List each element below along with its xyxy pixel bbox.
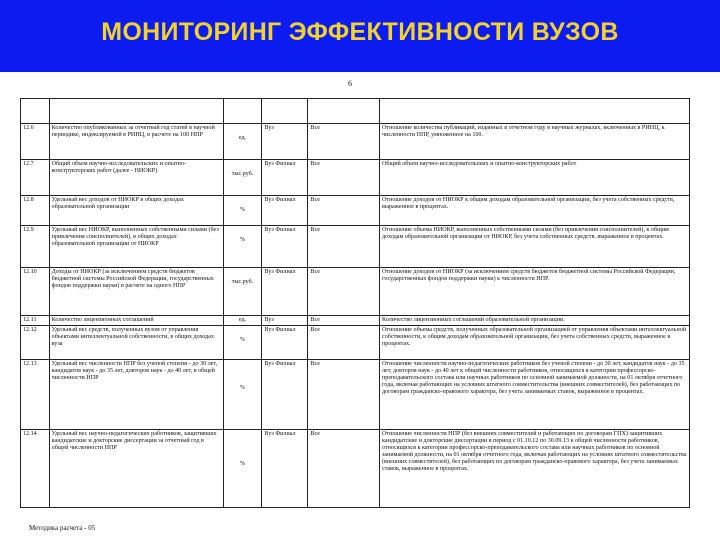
page-number: 6 <box>348 79 352 88</box>
row-number: 12.11 <box>21 316 50 326</box>
scanned-document <box>20 98 690 518</box>
budget-cell: Все <box>308 124 380 160</box>
indicator-name: Общий объем научно-исследовательских и опытно-конструкторских работ (далее - НИОКР) <box>49 160 223 196</box>
level-cell: Вуз Филиал <box>262 226 308 268</box>
unit: % <box>239 461 245 467</box>
indicator-name: Удельный вес численности НПР без ученой степени - до 30 лет, кандидатов наук - до 35 лет, докторов наук - до 40 лет, в общей численности НПР <box>49 360 223 430</box>
unit-cell <box>223 160 262 196</box>
unit-cell <box>223 360 262 430</box>
header-cell <box>49 99 223 124</box>
row-number: 12.8 <box>21 196 50 226</box>
header-cell <box>262 99 308 124</box>
unit-cell <box>223 124 262 160</box>
table-row <box>21 196 690 226</box>
description-cell: Отношение численности НПР (без внешних совместителей и работающих по договорам ГПХ) защитивших кандидатские и докторские диссертации в период с 01.10.12 по 30.09.13 к общей численности работников, относящихся к категории профессорско-преподавательского состава или научных работников по основной занимаемой должности, на 01 октября отчетного года, включая работающих на условиях штатного совместительства (внешних совместителей), без работающих по договорам гражданско-правового характера, без учета занимаемых ставок, выраженное в процентах. <box>380 430 690 508</box>
row-number: 12.14 <box>21 430 50 508</box>
header-cell <box>223 99 262 124</box>
indicator-name: Удельный вес НИОКР, выполненных собственными силами (без привлечения соисполнителей), в общих доходах образовательной организации от НИОКР <box>49 226 223 268</box>
level-cell: Вуз Филиал <box>262 326 308 360</box>
budget-cell: Все <box>308 268 380 316</box>
unit: % <box>239 337 245 343</box>
table-row <box>21 316 690 326</box>
row-number: 12.10 <box>21 268 50 316</box>
header-cell <box>380 99 690 124</box>
indicator-name: Доходы от НИОКР (за исключением средств бюджетов бюджетной системы Российской Федерации, государственных фондов поддержки науки) в расчете на одного НПР <box>49 268 223 316</box>
description-cell: Отношение доходов от НИОКР к общим доходам образовательной организации, без учета собственных средств, выраженное в процентах. <box>380 196 690 226</box>
level-cell: Вуз Филиал <box>262 160 308 196</box>
unit: тыс.руб. <box>231 171 254 177</box>
indicator-name: Удельный вес средств, полученных вузом от управления объектами интеллектуальной собственности, в общих доходах вуза <box>49 326 223 360</box>
table-row <box>21 430 690 508</box>
table-row <box>21 226 690 268</box>
budget-cell: Все <box>308 316 380 326</box>
description-cell: Отношение доходов от НИОКР (за исключением средств бюджетов бюджетной системы Российской Федерации, государственных фондов поддержки науки) к численности НПР. <box>380 268 690 316</box>
table-row <box>21 268 690 316</box>
level-cell: Вуз <box>262 316 308 326</box>
level-cell: Вуз Филиал <box>262 196 308 226</box>
budget-cell: Все <box>308 160 380 196</box>
description-cell: Количество лицензионных соглашений образовательной организации. <box>380 316 690 326</box>
description-cell: Отношение объема средств, полученных образовательной организацией от управления объектами интеллектуальной собственности, к общим доходам образовательной организации, без учета собственных средств, выраженное в процентах. <box>380 326 690 360</box>
level-cell: Вуз Филиал <box>262 430 308 508</box>
budget-cell: Все <box>308 430 380 508</box>
table-row <box>21 124 690 160</box>
budget-cell: Все <box>308 360 380 430</box>
table-row <box>21 160 690 196</box>
unit-cell <box>223 226 262 268</box>
unit-cell <box>223 316 262 326</box>
row-number: 12.6 <box>21 124 50 160</box>
budget-cell: Все <box>308 326 380 360</box>
description-cell: Отношение численности научно-педагогических работников без ученой степени - до 30 лет, кандидатов наук - до 35 лет, докторов наук - до 40 лет к общей численности работников, относящихся к категории профессорско-преподавательского состава или научных работников по основной занимаемой должности, на 01 октября отчетного года, включая работающих на условиях штатного совместительства (внешних совместителей), без работающих по договорам гражданско-правового характера, без учета занимаемых ставок, выраженное в процентах. <box>380 360 690 430</box>
unit-cell <box>223 196 262 226</box>
table-row <box>21 326 690 360</box>
unit: % <box>239 385 245 391</box>
row-number: 12.9 <box>21 226 50 268</box>
unit: ед. <box>238 317 247 323</box>
budget-cell: Все <box>308 226 380 268</box>
indicator-table <box>20 98 690 508</box>
description-cell: Отношение объема НИОКР, выполненных собственными силами (без привлечения соисполнителей), к общим доходам образовательной организации от НИОКР, без учета собственных средств, выраженное в процентах. <box>380 226 690 268</box>
indicator-name: Количество опубликованных за отчетный год статей в научной периодике, индексируемой в РИНЦ, в расчете на 100 НПР <box>49 124 223 160</box>
unit-cell <box>223 326 262 360</box>
indicator-name: Количество лицензионных соглашений <box>49 316 223 326</box>
indicator-name: Удельный вес доходов от НИОКР в общих доходах образовательной организации <box>49 196 223 226</box>
budget-cell: Все <box>308 196 380 226</box>
header-cell <box>308 99 380 124</box>
row-number: 12.13 <box>21 360 50 430</box>
row-number: 12.12 <box>21 326 50 360</box>
footer-note: Методика расчета - 05 <box>29 524 96 532</box>
level-cell: Вуз Филиал <box>262 360 308 430</box>
title-banner <box>0 0 720 72</box>
unit: тыс.руб. <box>231 279 254 285</box>
unit: % <box>239 207 245 213</box>
level-cell: Вуз <box>262 124 308 160</box>
level-cell: Вуз Филиал <box>262 268 308 316</box>
unit-cell <box>223 430 262 508</box>
table-row <box>21 360 690 430</box>
unit-cell <box>223 268 262 316</box>
description-cell: Отношение количества публикаций, изданных в отчетном году в научных журналах, включенных в РИНЦ, к численности НПР, умноженное на 100. <box>380 124 690 160</box>
description-cell: Общий объем научно-исследовательских и опытно-конструкторских работ <box>380 160 690 196</box>
indicator-name: Удельный вес научно-педагогических работников, защитивших кандидатские и докторские диссертации за отчетный год в общей численности НПР <box>49 430 223 508</box>
unit: % <box>239 237 245 243</box>
slide-title: МОНИТОРИНГ ЭФФЕКТИВНОСТИ ВУЗОВ <box>101 18 619 46</box>
unit: ед. <box>238 135 247 141</box>
row-number: 12.7 <box>21 160 50 196</box>
table-header-row <box>21 99 690 124</box>
header-cell <box>21 99 50 124</box>
